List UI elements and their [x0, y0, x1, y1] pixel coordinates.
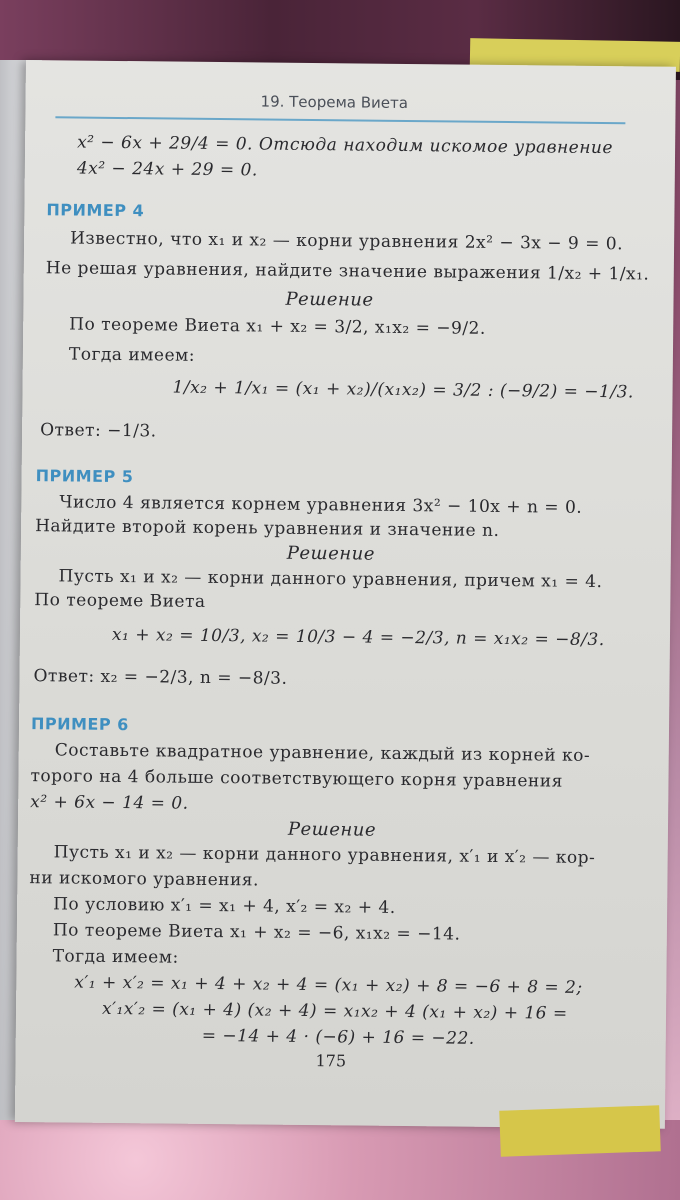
example-6-solution-1: Пусть x₁ и x₂ — корни данного уравнения, x′₁ и x′₂ — кор- [53, 842, 596, 869]
page-header-title: 19. Теорема Виета [260, 92, 409, 113]
example-5-text-1: Число 4 является корнем уравнения 3x² − 10x + n = 0. [59, 492, 583, 518]
example-6-solution-2: ни искомого уравнения. [29, 868, 260, 891]
example-4-heading: ПРИМЕР 4 [46, 200, 145, 221]
example-4-text-1: Известно, что x₁ и x₂ — корни уравнения 2x² − 3x − 9 = 0. [70, 228, 624, 255]
example-4-solution-2: Тогда имеем: [68, 344, 196, 366]
example-5-answer: Ответ: x₂ = −2/3, n = −8/3. [33, 666, 288, 689]
example-6-solution-4: По теореме Виета x₁ + x₂ = −6, x₁x₂ = −14. [52, 920, 461, 945]
example-6-text-3: x² + 6x − 14 = 0. [30, 792, 189, 814]
example-6-text-1: Составьте квадратное уравнение, каждый из корней ко- [54, 740, 591, 766]
example-5-solution-1: Пусть x₁ и x₂ — корни данного уравнения, причем x₁ = 4. [58, 566, 603, 593]
example-4-solution-1: По теореме Виета x₁ + x₂ = 3/2, x₁x₂ = −9/2. [69, 314, 486, 339]
example-6-equation-3: = −14 + 4 · (−6) + 16 = −22. [201, 1025, 475, 1049]
example-4-answer: Ответ: −1/3. [40, 420, 157, 442]
example-6-equation-1: x′₁ + x′₂ = x₁ + 4 + x₂ + 4 = (x₁ + x₂) + 8 = −6 + 8 = 2; [74, 972, 583, 998]
intro-line-2: 4x² − 24x + 29 = 0. [76, 158, 258, 181]
example-6-equation-2: x′₁x′₂ = (x₁ + 4) (x₂ + 4) = x₁x₂ + 4 (x₁ + x₂) + 16 = [101, 998, 568, 1024]
example-5-solution-2: По теореме Виета [34, 590, 206, 612]
example-5-heading: ПРИМЕР 5 [35, 466, 134, 487]
example-5-text-2: Найдите второй корень уравнения и значение n. [35, 516, 500, 541]
textbook-page [15, 60, 676, 1129]
example-4-solution-label: Решение [285, 288, 374, 311]
example-6-solution-3: По условию x′₁ = x₁ + 4, x′₂ = x₂ + 4. [53, 894, 396, 918]
example-5-formula: x₁ + x₂ = 10/3, x₂ = 10/3 − 4 = −2/3, n = x₁x₂ = −8/3. [111, 624, 605, 651]
yellow-bookmark-bottom [499, 1105, 661, 1157]
header-rule [55, 116, 625, 124]
page-number: 175 [315, 1051, 347, 1071]
example-4-text-2: Не решая уравнения, найдите значение выражения 1/x₂ + 1/x₁. [45, 258, 650, 285]
example-6-text-2: торого на 4 больше соответствующего корня уравнения [30, 766, 563, 792]
example-6-solution-5: Тогда имеем: [52, 946, 179, 968]
intro-line-1: x² − 6x + 29/4 = 0. Отсюда находим искомое уравнение [77, 132, 614, 159]
example-5-solution-label: Решение [286, 542, 376, 565]
example-4-formula: 1/x₂ + 1/x₁ = (x₁ + x₂)/(x₁x₂) = 3/2 : (−9/2) = −1/3. [172, 377, 634, 403]
example-6-solution-label: Решение [287, 818, 377, 841]
example-6-heading: ПРИМЕР 6 [30, 714, 129, 735]
